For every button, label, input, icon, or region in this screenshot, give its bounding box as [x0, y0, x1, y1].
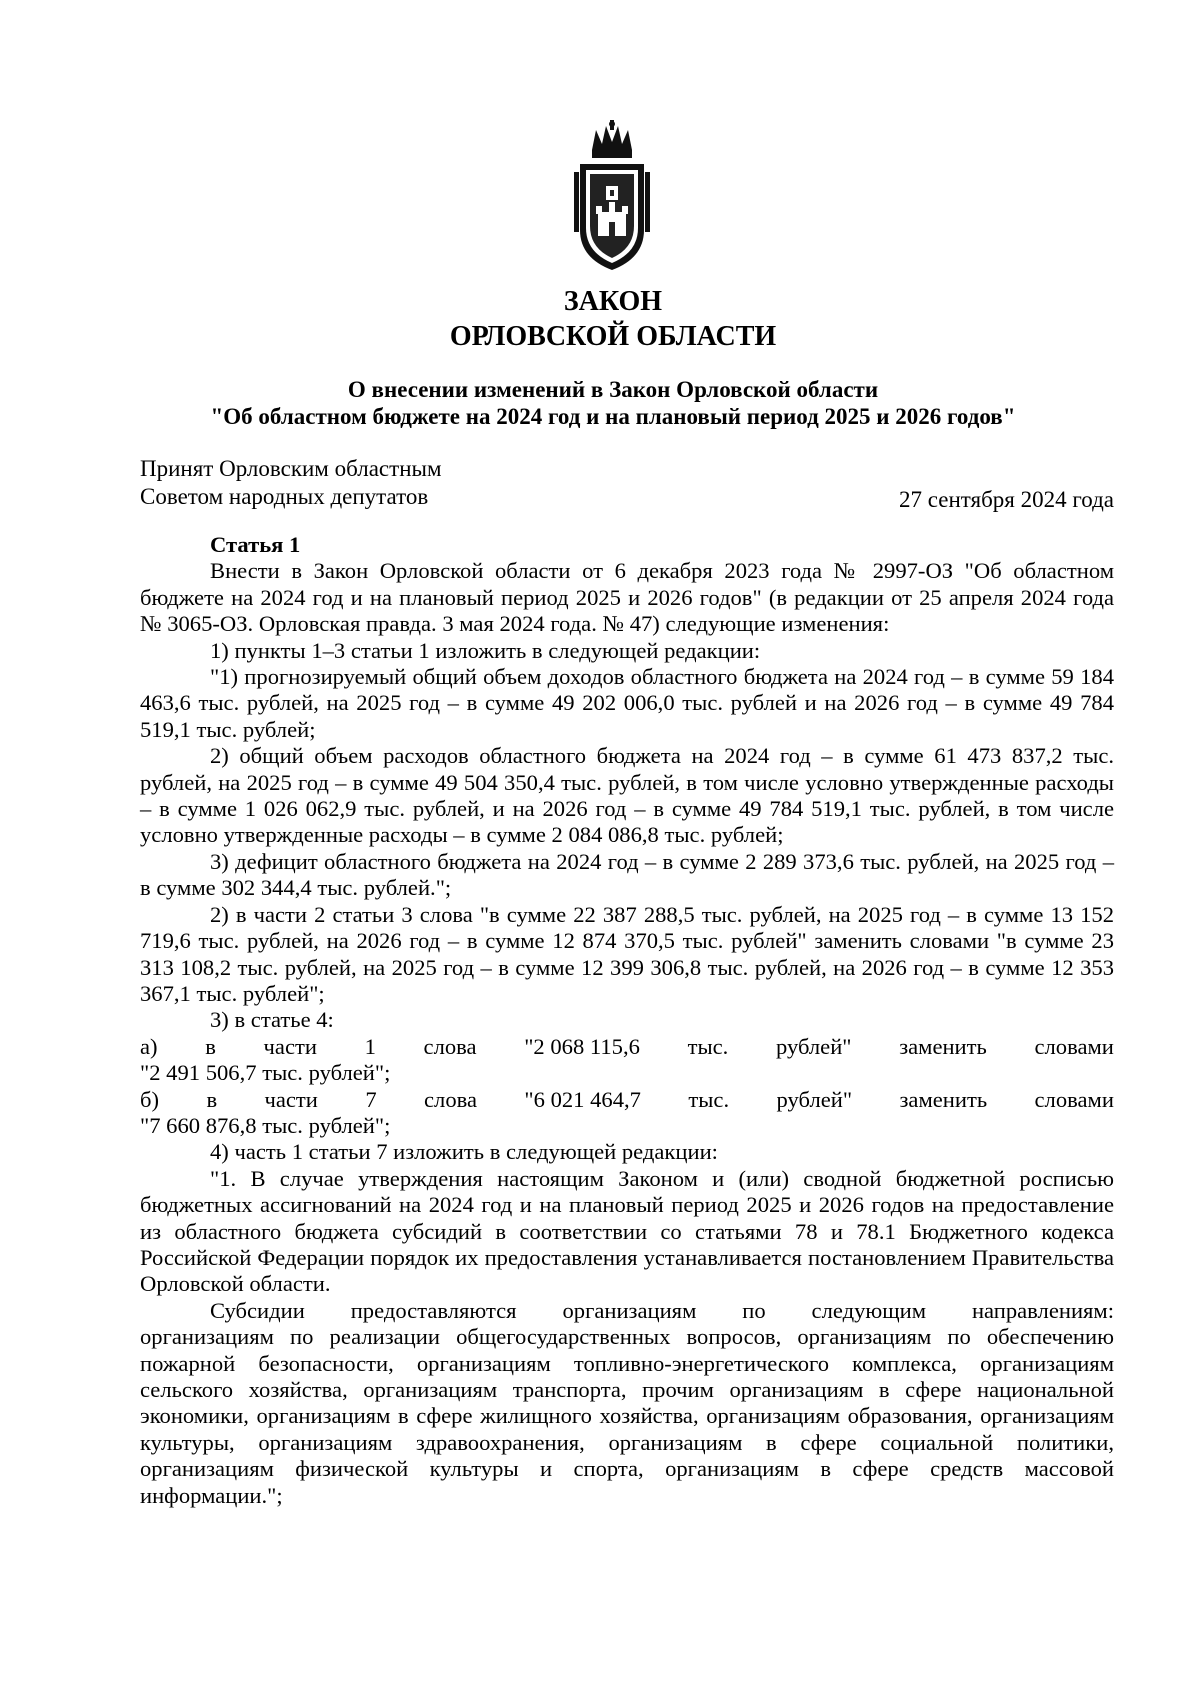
paragraph: "1) прогнозируемый общий объем доходов областного бюджета на 2024 год – в сумме 59 184 463,6 тыс. рублей, на 2025 год – в сумме 49 202 006,0 тыс. рублей и на 2026 год – в сумме 49 784 519,1 тыс. рублей;: [140, 664, 1114, 742]
word: следующим: [811, 1297, 927, 1323]
law-region: ОРЛОВСКОЙ ОБЛАСТИ: [449, 321, 777, 352]
word: в: [206, 1086, 218, 1112]
law-title: ЗАКОН: [563, 286, 663, 317]
paragraph: 3) в статье 4:: [210, 1007, 334, 1033]
word: в: [205, 1033, 216, 1059]
item-a-continuation: "2 491 506,7 тыс. рублей";: [140, 1060, 391, 1086]
word: заменить: [899, 1086, 988, 1112]
word: тыс.: [687, 1033, 729, 1059]
word: слова: [423, 1033, 477, 1059]
word: словами: [1034, 1033, 1114, 1059]
word: рублей": [776, 1086, 853, 1112]
adopted-by-line2: Советом народных депутатов: [140, 484, 429, 509]
word: словами: [1034, 1086, 1114, 1112]
word: 1: [364, 1033, 376, 1059]
word: "6 021 464,7: [524, 1086, 641, 1112]
law-subject-line2: "Об областном бюджете на 2024 год и на плановый период 2025 и 2026 годов": [210, 404, 1016, 429]
word: слова: [424, 1086, 478, 1112]
item-a-line: [140, 1034, 1114, 1060]
word: Субсидии: [210, 1297, 305, 1323]
word: по: [742, 1297, 766, 1323]
word: направлениям:: [971, 1297, 1114, 1323]
word: "2 068 115,6: [524, 1033, 640, 1059]
paragraph: 3) дефицит областного бюджета на 2024 год – в сумме 2 289 373,6 тыс. рублей, на 2025 год – в сумме 302 344,4 тыс. рублей.";: [140, 848, 1114, 901]
item-b-continuation: "7 660 876,8 тыс. рублей";: [140, 1112, 391, 1138]
subsidy-directions: организациям по реализации общегосударственных вопросов, организациям по обеспечению пожарной безопасности, организациям топливно-энергетического комплекса, организациям сельского хозяйства, организациям транспорта, прочим организациям в сфере национальной экономики, организациям в сфере жилищного хозяйства, организациям образования, организациям культуры, организациям здравоохранения, организациям в сфере социальной политики, организациям физической культуры и спорта, организациям в сфере средств массовой информации.";: [140, 1324, 1114, 1508]
word: а): [140, 1033, 158, 1059]
paragraph: 1) пункты 1–3 статьи 1 изложить в следующей редакции:: [210, 637, 761, 663]
article-title: Статья 1: [210, 532, 301, 557]
adopted-by-line1: Принят Орловским областным: [140, 456, 442, 481]
law-subject-line1: О внесении изменений в Закон Орловской области: [347, 377, 879, 402]
paragraph: 4) часть 1 статьи 7 изложить в следующей редакции:: [210, 1139, 718, 1165]
paragraph: Внести в Закон Орловской области от 6 декабря 2023 года № 2997-ОЗ "Об областном бюджете на 2024 год и на плановый период 2025 и 2026 годов" (в редакции от 25 апреля 2024 года № 3065-ОЗ. Орловская правда. 3 мая 2024 года. № 47) следующие изменения:: [140, 558, 1114, 637]
subsidy-head-line: [140, 1298, 1114, 1324]
word: заменить: [899, 1033, 987, 1059]
adoption-date: 27 сентября 2024 года: [899, 487, 1114, 512]
item-b-line: [140, 1087, 1114, 1113]
word: тыс.: [688, 1086, 730, 1112]
word: б): [140, 1086, 160, 1112]
word: предоставляются: [350, 1297, 517, 1323]
law-body: [140, 532, 1114, 1509]
word: части: [264, 1086, 318, 1112]
coat-of-arms-emblem: [570, 120, 654, 272]
word: 7: [365, 1086, 377, 1112]
paragraph: 2) в части 2 статьи 3 слова "в сумме 22 387 288,5 тыс. рублей, на 2025 год – в сумме 13 152 719,6 тыс. рублей, на 2026 год – в сумме 12 874 370,5 тыс. рублей" заменить словами "в сумме 23 313 108,2 тыс. рублей, на 2025 год – в сумме 12 399 306,8 тыс. рублей, на 2026 год – в сумме 12 353 367,1 тыс. рублей";: [140, 901, 1114, 1006]
word: организациям: [562, 1297, 697, 1323]
word: рублей": [775, 1033, 852, 1059]
paragraph: 2) общий объем расходов областного бюджета на 2024 год – в сумме 61 473 837,2 тыс. рублей, на 2025 год – в сумме 49 504 350,4 тыс. рублей, в том числе условно утвержденные расходы – в сумме 1 026 062,9 тыс. рублей, и на 2026 год – в сумме 49 784 519,1 тыс. рублей, в том числе условно утвержденные расходы – в сумме 2 084 086,8 тыс. рублей;: [140, 743, 1114, 848]
paragraph: "1. В случае утверждения настоящим Законом и (или) сводной бюджетной росписью бюджетных ассигнований на 2024 год и на плановый период 2025 и 2026 годов на предоставление из областного бюджета субсидий в соответствии со статьями 78 и 78.1 Бюджетного кодекса Российской Федерации порядок их предоставления устанавливается постановлением Правительства Орловской области.: [140, 1165, 1114, 1297]
word: части: [263, 1033, 317, 1059]
